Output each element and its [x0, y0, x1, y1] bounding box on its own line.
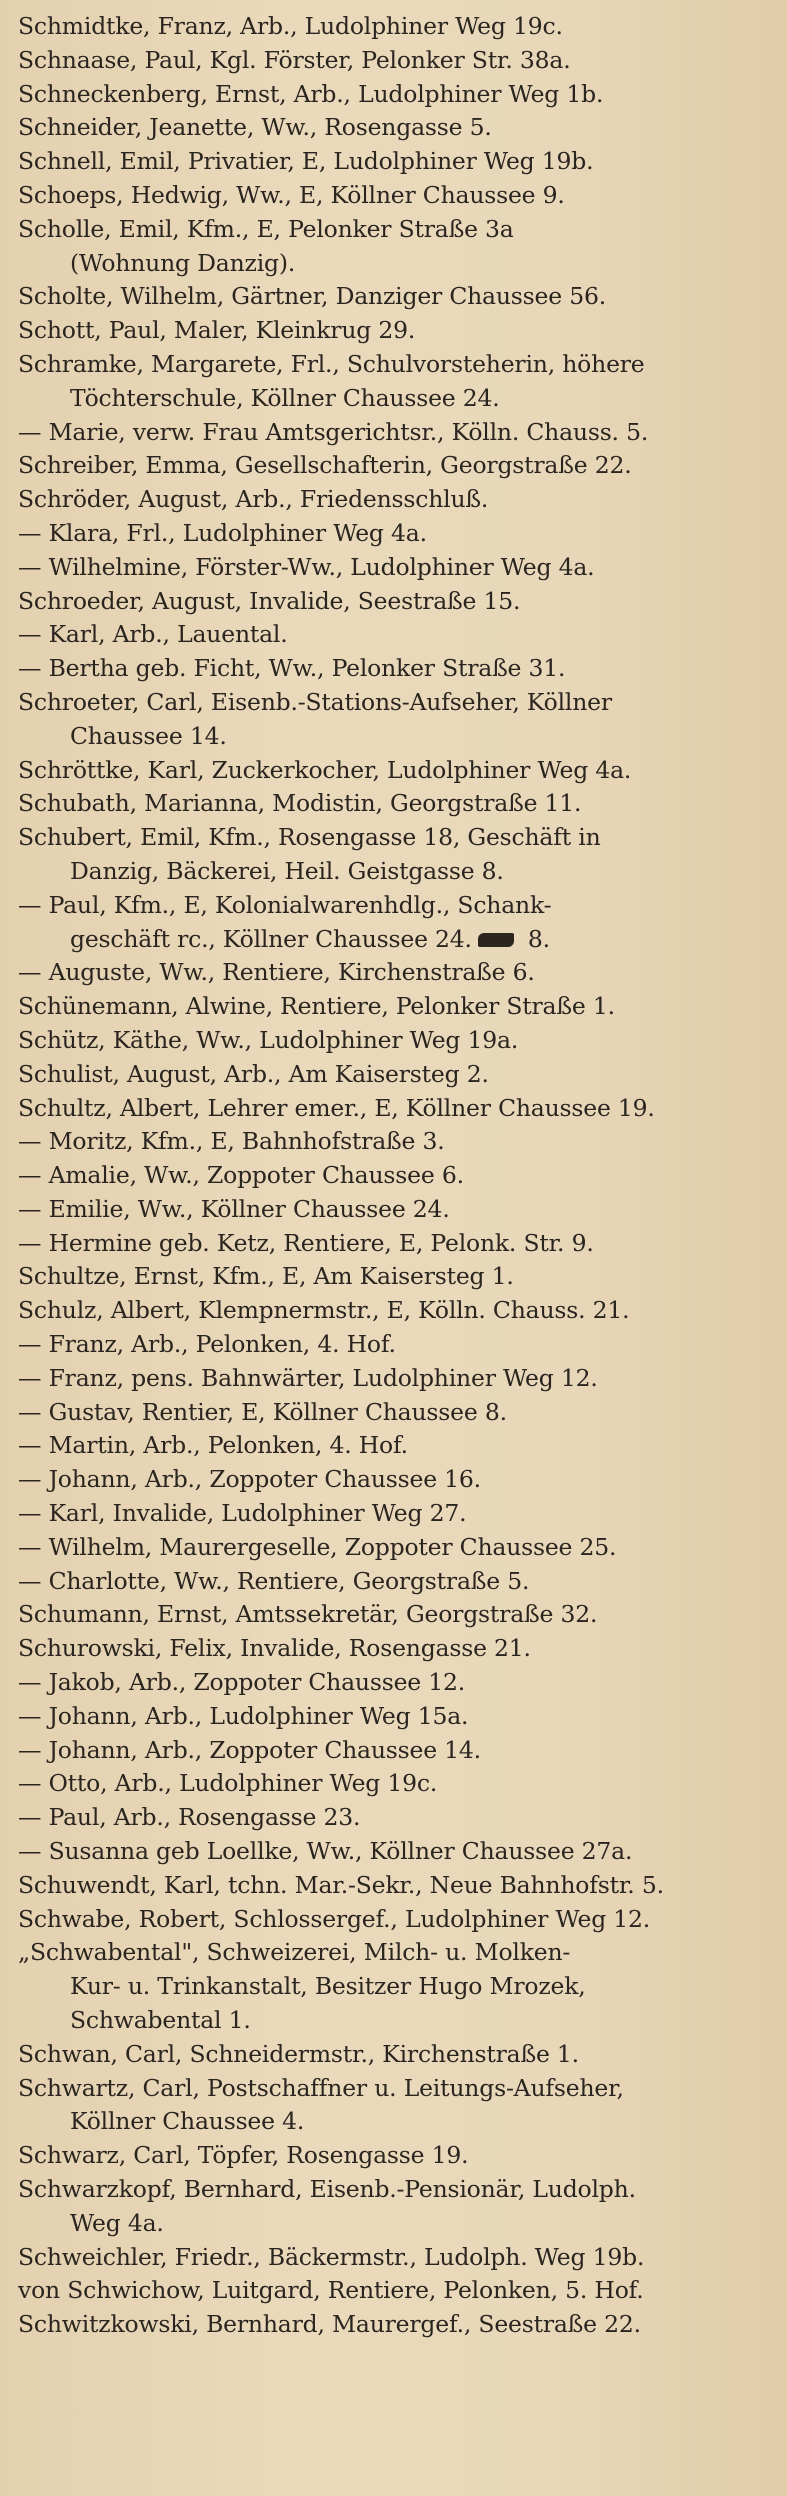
- directory-line-text: Schünemann, Alwine, Rentiere, Pelonker Straße 1.: [18, 992, 615, 1021]
- directory-line-text: — Susanna geb Loellke, Ww., Köllner Chaussee 27a.: [18, 1837, 633, 1866]
- directory-line: [18, 78, 775, 112]
- directory-line-text: Schumann, Ernst, Amtssekretär, Georgstraße 32.: [18, 1600, 598, 1629]
- directory-line: [18, 720, 775, 754]
- telephone-number: 8.: [527, 924, 550, 953]
- directory-line: [18, 889, 775, 923]
- directory-line-text: Schweichler, Friedr., Bäckermstr., Ludolph. Weg 19b.: [18, 2242, 645, 2271]
- directory-line-text: Schwarz, Carl, Töpfer, Rosengasse 19.: [18, 2141, 469, 2170]
- directory-line: [18, 1497, 775, 1531]
- directory-line: [18, 1970, 775, 2004]
- directory-line-text: Schroeder, August, Invalide, Seestraße 15.: [18, 586, 521, 615]
- directory-line: [18, 1159, 775, 1193]
- directory-line-text: — Johann, Arb., Zoppoter Chaussee 16.: [18, 1465, 481, 1494]
- directory-line: [18, 1903, 775, 1937]
- directory-line: [18, 2173, 775, 2207]
- directory-line-text: Töchterschule, Köllner Chaussee 24.: [70, 383, 500, 412]
- directory-line-text: Schubert, Emil, Kfm., Rosengasse 18, Geschäft in: [18, 823, 601, 852]
- directory-line-text: Schmidtke, Franz, Arb., Ludolphiner Weg 19c.: [18, 12, 563, 40]
- directory-line: [18, 754, 775, 788]
- directory-line: [18, 956, 775, 990]
- directory-line-text: (Wohnung Danzig).: [70, 248, 296, 277]
- directory-line: [18, 280, 775, 314]
- directory-line-text: Schott, Paul, Maler, Kleinkrug 29.: [18, 316, 416, 345]
- directory-line: [18, 2241, 775, 2275]
- directory-line-text: — Paul, Kfm., E, Kolonialwarenhdlg., Schank-: [18, 890, 552, 919]
- directory-line: [18, 1801, 775, 1835]
- directory-line: [18, 1598, 775, 1632]
- directory-line-text: Schubath, Marianna, Modistin, Georgstraße 11.: [18, 789, 582, 818]
- directory-line-text: — Klara, Frl., Ludolphiner Weg 4a.: [18, 518, 427, 547]
- directory-line: [18, 1260, 775, 1294]
- directory-line: [18, 483, 775, 517]
- directory-line: [18, 1835, 775, 1869]
- directory-line-text: — Bertha geb. Ficht, Ww., Pelonker Straße 31.: [18, 654, 566, 683]
- directory-line: [18, 111, 775, 145]
- directory-line-text: Schroeter, Carl, Eisenb.-Stations-Aufseher, Köllner: [18, 687, 612, 716]
- directory-line: [18, 1700, 775, 1734]
- directory-line: [18, 1294, 775, 1328]
- directory-line-text: Schwartz, Carl, Postschaffner u. Leitungs-Aufseher,: [18, 2073, 624, 2102]
- directory-line: [18, 990, 775, 1024]
- directory-line-text: — Johann, Arb., Zoppoter Chaussee 14.: [18, 1735, 481, 1764]
- directory-line-text: Schröder, August, Arb., Friedensschluß.: [18, 485, 489, 514]
- directory-line-text: Weg 4a.: [70, 2208, 164, 2237]
- directory-line: [18, 1429, 775, 1463]
- directory-line-text: — Martin, Arb., Pelonken, 4. Hof.: [18, 1431, 408, 1460]
- directory-line: [18, 2038, 775, 2072]
- directory-line-text: Köllner Chaussee 4.: [70, 2107, 305, 2136]
- directory-line-text: Schnaase, Paul, Kgl. Förster, Pelonker Str. 38a.: [18, 45, 571, 74]
- directory-line: [18, 1869, 775, 1903]
- directory-line-text: „Schwabental", Schweizerei, Milch- u. Molken-: [18, 1938, 571, 1967]
- directory-line: [18, 348, 775, 382]
- directory-line-text: Schütz, Käthe, Ww., Ludolphiner Weg 19a.: [18, 1025, 519, 1054]
- directory-line: [18, 2105, 775, 2139]
- directory-line: [18, 416, 775, 450]
- directory-line-text: — Marie, verw. Frau Amtsgerichtsr., Kölln. Chauss. 5.: [18, 417, 649, 446]
- directory-line: [18, 1734, 775, 1768]
- directory-line-text: — Wilhelm, Maurergeselle, Zoppoter Chaussee 25.: [18, 1532, 617, 1561]
- directory-line-text: — Otto, Arb., Ludolphiner Weg 19c.: [18, 1769, 438, 1798]
- directory-line-text: — Auguste, Ww., Rentiere, Kirchenstraße 6.: [18, 958, 535, 987]
- directory-line: [18, 923, 775, 957]
- directory-line-text: Schneider, Jeanette, Ww., Rosengasse 5.: [18, 113, 492, 142]
- directory-line: [18, 1396, 775, 1430]
- directory-line: [18, 551, 775, 585]
- directory-line: [18, 213, 775, 247]
- directory-line: [18, 247, 775, 281]
- directory-line: [18, 2274, 775, 2308]
- directory-line: [18, 787, 775, 821]
- directory-line: [18, 2004, 775, 2038]
- directory-line-text: Schultz, Albert, Lehrer emer., E, Köllner Chaussee 19.: [18, 1093, 655, 1122]
- directory-line: [18, 1767, 775, 1801]
- directory-line: [18, 2072, 775, 2106]
- directory-line: [18, 821, 775, 855]
- directory-line: [18, 314, 775, 348]
- directory-line-text: — Amalie, Ww., Zoppoter Chaussee 6.: [18, 1161, 464, 1190]
- directory-line-text: — Franz, pens. Bahnwärter, Ludolphiner Weg 12.: [18, 1363, 598, 1392]
- directory-line: [18, 1362, 775, 1396]
- directory-line-text: Scholte, Wilhelm, Gärtner, Danziger Chaussee 56.: [18, 282, 606, 311]
- directory-line-text: Schwabental 1.: [70, 2006, 251, 2035]
- directory-line-text: Schwarzkopf, Bernhard, Eisenb.-Pensionär, Ludolph.: [18, 2175, 636, 2203]
- directory-line-text: Schnell, Emil, Privatier, E, Ludolphiner Weg 19b.: [18, 147, 594, 176]
- directory-line: [18, 1193, 775, 1227]
- directory-line-text: Schwabe, Robert, Schlossergef., Ludolphiner Weg 12.: [18, 1904, 651, 1933]
- directory-line: [18, 1666, 775, 1700]
- directory-line: [18, 1125, 775, 1159]
- directory-line-text: Schramke, Margarete, Frl., Schulvorsteherin, höhere: [18, 349, 645, 378]
- directory-line-text: Schuwendt, Karl, tchn. Mar.-Sekr., Neue Bahnhofstr. 5.: [18, 1870, 664, 1899]
- directory-line-text: Schulz, Albert, Klempnermstr., E, Kölln. Chauss. 21.: [18, 1296, 630, 1325]
- directory-line-text: — Johann, Arb., Ludolphiner Weg 15a.: [18, 1701, 469, 1730]
- directory-line-text: Schneckenberg, Ernst, Arb., Ludolphiner Weg 1b.: [18, 79, 604, 108]
- directory-line: [18, 1227, 775, 1261]
- directory-line: [18, 1936, 775, 1970]
- directory-line: [18, 1328, 775, 1362]
- directory-line-text: Schultze, Ernst, Kfm., E, Am Kaisersteg 1.: [18, 1262, 514, 1291]
- directory-line-text: Schreiber, Emma, Gesellschafterin, Georgstraße 22.: [18, 451, 632, 480]
- directory-line-text: — Jakob, Arb., Zoppoter Chaussee 12.: [18, 1668, 466, 1697]
- directory-line-text: — Karl, Invalide, Ludolphiner Weg 27.: [18, 1499, 467, 1528]
- directory-line-text: — Gustav, Rentier, E, Köllner Chaussee 8.: [18, 1397, 507, 1426]
- directory-line: [18, 1565, 775, 1599]
- directory-line: [18, 10, 775, 44]
- directory-line: [18, 2207, 775, 2241]
- directory-line-text: — Karl, Arb., Lauental.: [18, 620, 288, 649]
- directory-line-text: — Paul, Arb., Rosengasse 23.: [18, 1803, 361, 1832]
- directory-line: [18, 2139, 775, 2173]
- directory-line-text: — Charlotte, Ww., Rentiere, Georgstraße 5.: [18, 1566, 530, 1595]
- directory-line-text: Schwitzkowski, Bernhard, Maurergef., Seestraße 22.: [18, 2310, 641, 2339]
- directory-line-text: Schulist, August, Arb., Am Kaisersteg 2.: [18, 1059, 489, 1088]
- directory-line: [18, 686, 775, 720]
- directory-line: [18, 145, 775, 179]
- directory-line-text: Kur- u. Trinkanstalt, Besitzer Hugo Mrozek,: [70, 1972, 586, 2001]
- directory-line: [18, 652, 775, 686]
- telephone-icon: [478, 933, 514, 947]
- directory-line-text: — Emilie, Ww., Köllner Chaussee 24.: [18, 1194, 450, 1223]
- directory-line: [18, 2308, 775, 2342]
- directory-entries: [18, 10, 775, 2342]
- directory-line-text: von Schwichow, Luitgard, Rentiere, Pelonken, 5. Hof.: [18, 2276, 644, 2305]
- directory-line-text: — Wilhelmine, Förster-Ww., Ludolphiner Weg 4a.: [18, 552, 595, 581]
- directory-line: [18, 855, 775, 889]
- directory-line-text: Schurowski, Felix, Invalide, Rosengasse 21.: [18, 1634, 531, 1663]
- directory-line: [18, 449, 775, 483]
- directory-line-text: Schröttke, Karl, Zuckerkocher, Ludolphiner Weg 4a.: [18, 755, 632, 784]
- directory-line: [18, 1463, 775, 1497]
- directory-line-text: geschäft rc., Köllner Chaussee 24.: [70, 924, 472, 953]
- directory-line-text: Chaussee 14.: [70, 721, 227, 750]
- directory-line-text: — Moritz, Kfm., E, Bahnhofstraße 3.: [18, 1127, 445, 1156]
- directory-line: [18, 1024, 775, 1058]
- directory-line: [18, 585, 775, 619]
- directory-line: [18, 1531, 775, 1565]
- directory-line: [18, 517, 775, 551]
- directory-line: [18, 382, 775, 416]
- directory-line: [18, 179, 775, 213]
- directory-line: [18, 1632, 775, 1666]
- directory-line-text: — Hermine geb. Ketz, Rentiere, E, Pelonk. Str. 9.: [18, 1228, 594, 1257]
- directory-line: [18, 44, 775, 78]
- directory-line-text: — Franz, Arb., Pelonken, 4. Hof.: [18, 1330, 396, 1359]
- directory-line: [18, 1092, 775, 1126]
- directory-line-text: Schoeps, Hedwig, Ww., E, Köllner Chaussee 9.: [18, 180, 565, 209]
- directory-line-text: Schwan, Carl, Schneidermstr., Kirchenstraße 1.: [18, 2039, 579, 2068]
- directory-line-text: Danzig, Bäckerei, Heil. Geistgasse 8.: [70, 856, 504, 885]
- directory-line: [18, 618, 775, 652]
- directory-line-text: Scholle, Emil, Kfm., E, Pelonker Straße 3a: [18, 214, 514, 243]
- directory-line: [18, 1058, 775, 1092]
